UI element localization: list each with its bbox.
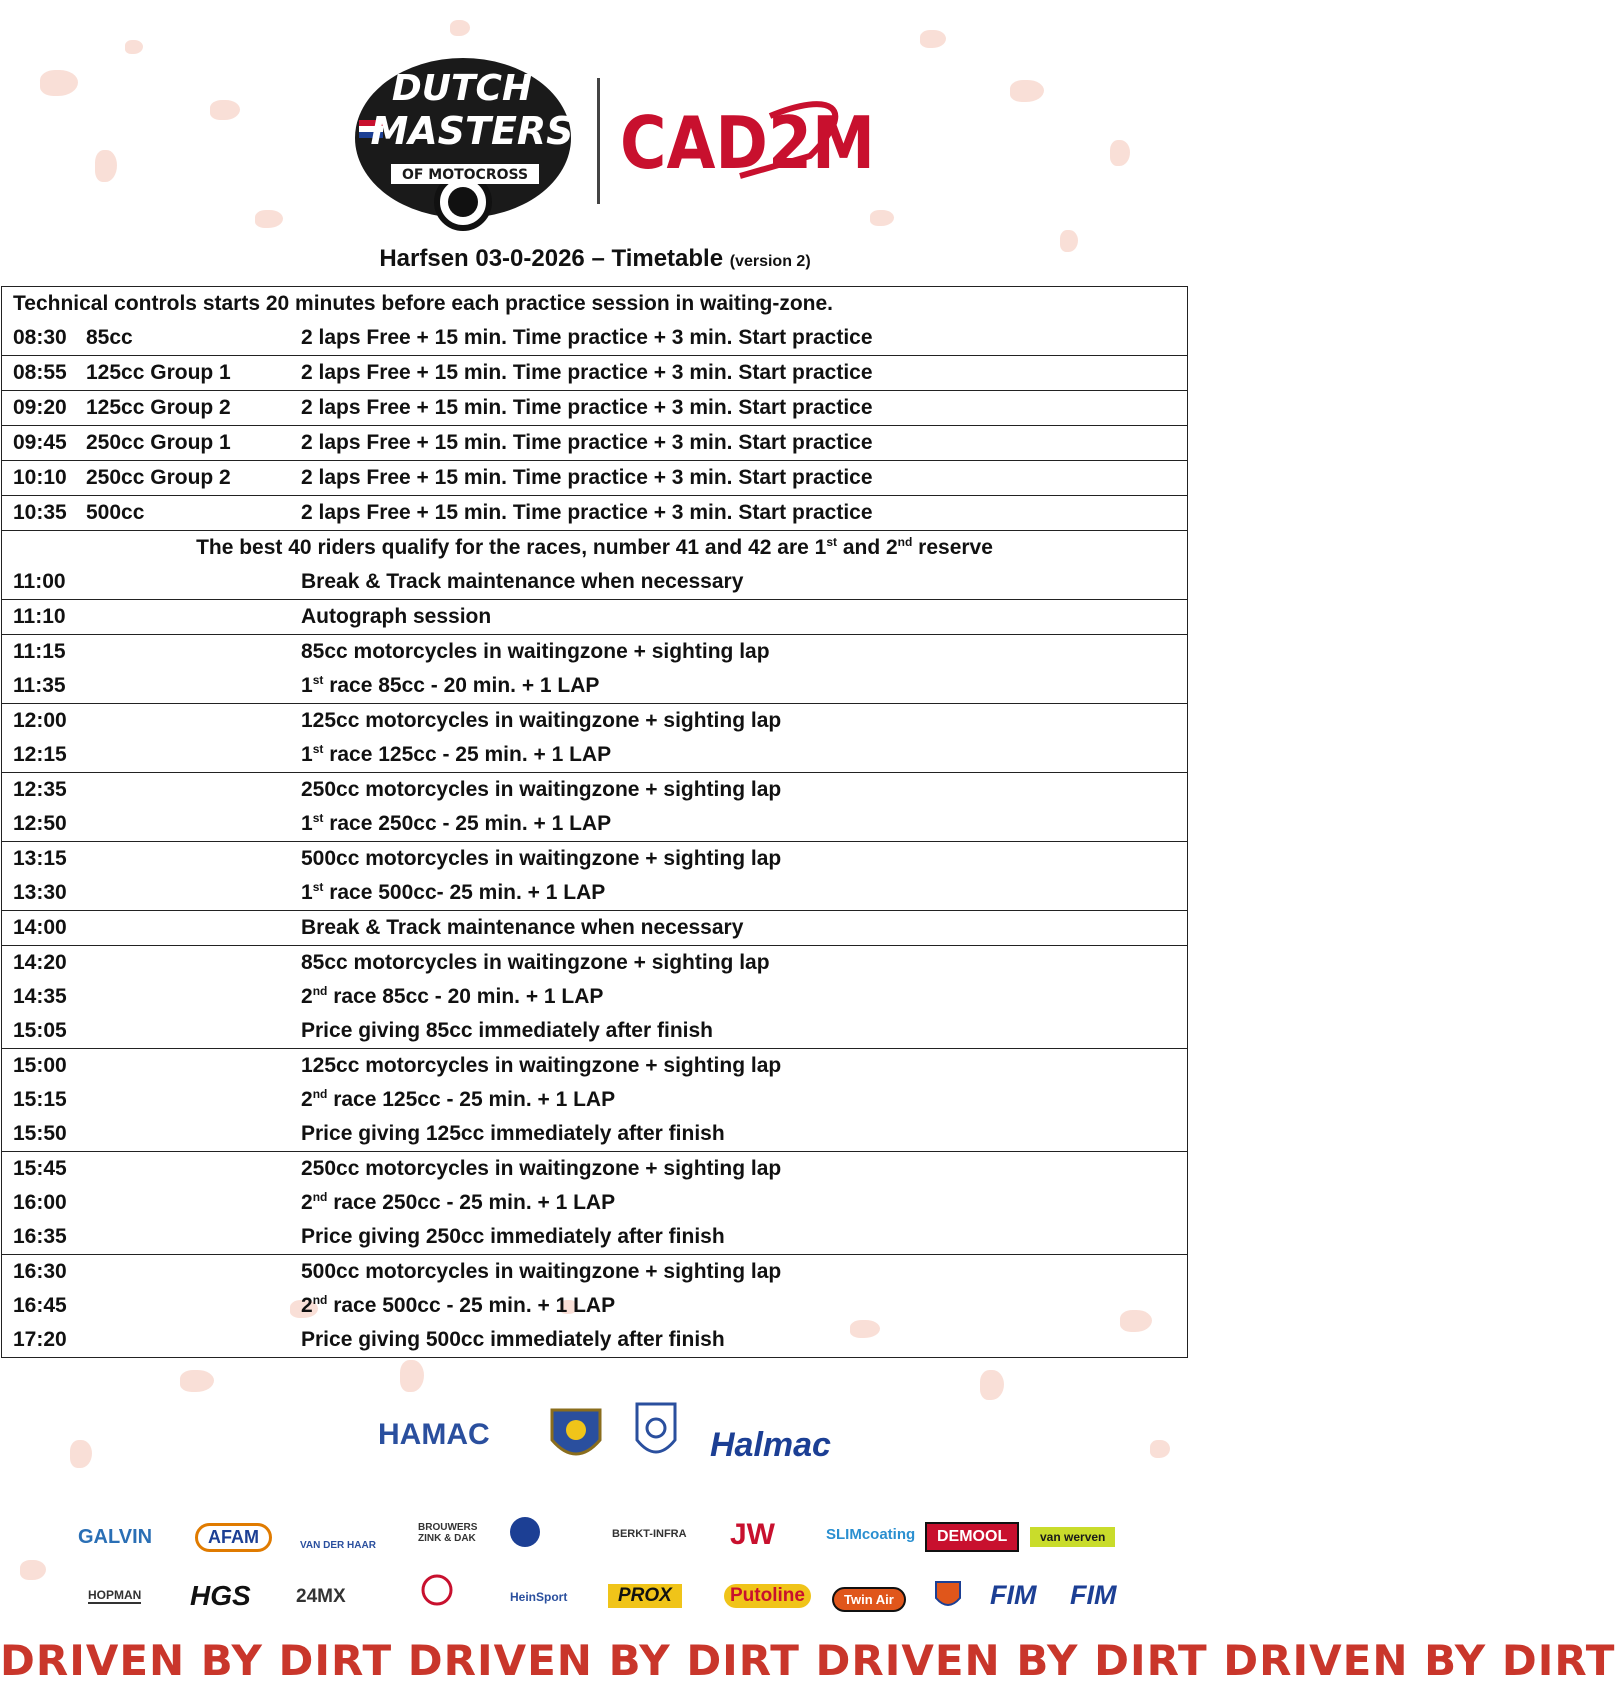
session-description: 2 laps Free + 15 min. Time practice + 3 min. Start practice [301,361,873,384]
row-content [2,391,1187,425]
row-content [2,356,1187,390]
schedule-description [301,1186,615,1220]
sponsor-vanderhaar: VAN DER HAAR [300,1540,376,1551]
race-ordinal-suffix: nd [312,1293,328,1307]
schedule-time: 16:30 [13,1260,67,1283]
schedule-description: Break & Track maintenance when necessary [301,916,744,939]
schedule-row [2,1117,1187,1151]
race-ordinal: 1 [301,812,313,835]
schedule-group [2,599,1187,634]
race-text: race 250cc - 25 min. + 1 LAP [323,812,612,835]
schedule-row [2,1186,1187,1220]
schedule-time: 15:05 [13,1019,67,1042]
session-description: 2 laps Free + 15 min. Time practice + 3 min. Start practice [301,501,873,524]
schedule-description [301,980,603,1014]
schedule-time: 14:20 [13,951,67,974]
schedule-row [2,1049,1187,1083]
row-content [2,461,1187,495]
intro-text: Technical controls starts 20 minutes before each practice session in waiting-zone. [13,292,834,315]
session-time: 08:55 [13,361,67,384]
schedule-group [2,910,1187,945]
schedule-group [2,1254,1187,1357]
logo-text-motocross: OF MOTOCROSS [401,167,529,183]
footer-slogan: DRIVEN BY DIRT DRIVEN BY DIRT DRIVEN BY DIRT DRIVEN BY DIRT [0,1636,1615,1685]
sponsor-twinair: Twin Air [832,1587,906,1612]
schedule-description: 125cc motorcycles in waitingzone + sighting lap [301,709,782,732]
schedule-row [2,842,1187,876]
session-time: 10:35 [13,501,67,524]
schedule-description: Autograph session [301,605,492,628]
schedule-description [301,738,611,772]
schedule-row [2,1083,1187,1117]
race-text: race 500cc- 25 min. + 1 LAP [323,881,606,904]
intro-row [2,287,1187,321]
race-ordinal: 2 [301,1088,313,1111]
session-class: 500cc [86,501,145,524]
race-ordinal-suffix: st [312,673,324,687]
race-ordinal: 2 [301,1294,313,1317]
schedule-row [2,773,1187,807]
dutch-masters-logo [345,52,580,232]
schedule-group [2,1151,1187,1254]
schedule-time: 12:15 [13,743,67,766]
session-time: 08:30 [13,326,67,349]
schedule-time: 12:35 [13,778,67,801]
practice-row [2,460,1187,495]
schedule-group [2,1048,1187,1151]
practice-row [2,390,1187,425]
knmv-shield-icon [934,1580,962,1612]
schedule-row [2,1152,1187,1186]
schedule-row [2,1289,1187,1323]
qualify-note: The best 40 riders qualify for the races, number 41 and 42 are 1st and 2nd reserve [196,535,993,559]
sponsor-emblem-icon [421,1574,453,1606]
sponsor-hamac: HAMAC [378,1418,490,1451]
race-text: race 85cc - 20 min. + 1 LAP [327,985,604,1008]
race-text: race 85cc - 20 min. + 1 LAP [323,674,600,697]
logo-text-dutch: DUTCH [391,68,533,109]
schedule-time: 15:50 [13,1122,67,1145]
page-title [0,245,1190,273]
race-ordinal-suffix: nd [312,1190,328,1204]
schedule-description: 250cc motorcycles in waitingzone + sighting lap [301,1157,782,1180]
schedule-row [2,1220,1187,1254]
schedule-description: Price giving 85cc immediately after finish [301,1019,713,1042]
schedule-row [2,946,1187,980]
practice-row [2,495,1187,530]
schedule-description: Break & Track maintenance when necessary [301,570,744,593]
schedule-group [2,841,1187,910]
schedule-time: 14:00 [13,916,67,939]
session-class: 125cc Group 1 [86,361,231,384]
title-version: (version 2) [729,253,811,270]
schedule-time: 16:00 [13,1191,67,1214]
sponsor-round-icon [508,1515,542,1549]
sponsor-fim-2: FIM [1070,1580,1117,1610]
schedule-row [2,600,1187,634]
schedule-time: 14:35 [13,985,67,1008]
schedule-group [2,703,1187,772]
schedule-time: 15:00 [13,1054,67,1077]
schedule-row [2,876,1187,910]
schedule-time: 15:15 [13,1088,67,1111]
schedule-description [301,807,611,841]
sponsor-24mx: 24MX [296,1586,346,1607]
sponsor-halmac: Halmac [710,1426,831,1464]
sponsor-galvin: GALVIN [78,1526,153,1548]
sponsor-fim-1: FIM [990,1580,1037,1610]
race-ordinal: 2 [301,1191,313,1214]
session-time: 10:10 [13,466,67,489]
sponsor-jw: JW [730,1518,775,1551]
session-time: 09:45 [13,431,67,454]
sponsor-vanwerven: van werven [1030,1527,1115,1547]
practice-row [2,321,1187,355]
session-description: 2 laps Free + 15 min. Time practice + 3 min. Start practice [301,396,873,419]
schedule-time: 17:20 [13,1328,67,1351]
schedule-group [2,634,1187,703]
race-ordinal: 2 [301,985,313,1008]
race-ordinal: 1 [301,743,313,766]
title-main: Harfsen 03-0-2026 – Timetable [379,245,724,272]
sponsor-hopman: HOPMAN [88,1588,142,1602]
session-description: 2 laps Free + 15 min. Time practice + 3 min. Start practice [301,431,873,454]
schedule-time: 13:30 [13,881,67,904]
schedule-time: 16:45 [13,1294,67,1317]
race-ordinal: 1 [301,881,313,904]
schedule-row [2,704,1187,738]
schedule-group [2,945,1187,1048]
schedule-description [301,1289,615,1323]
session-class: 125cc Group 2 [86,396,231,419]
schedule-time: 11:15 [13,640,66,663]
sponsor-heinsport: HeinSport [510,1590,568,1604]
schedule-row [2,980,1187,1014]
club-crest-icon [548,1402,604,1468]
race-text: race 125cc - 25 min. + 1 LAP [323,743,612,766]
logo-divider [597,78,600,204]
schedule-description [301,876,605,910]
schedule-description: 500cc motorcycles in waitingzone + sighting lap [301,847,782,870]
race-ordinal-suffix: st [312,811,324,825]
race-ordinal-suffix: nd [312,984,328,998]
schedule-group [2,772,1187,841]
race-ordinal-suffix: st [312,742,324,756]
schedule-row [2,669,1187,703]
sponsor-afam: AFAM [195,1523,272,1552]
schedule-description [301,669,599,703]
row-content [2,426,1187,460]
schedule-row [2,807,1187,841]
schedule-description [301,1083,615,1117]
schedule-time: 13:15 [13,847,67,870]
schedule-time: 16:35 [13,1225,67,1248]
schedule-row [2,1323,1187,1357]
session-time: 09:20 [13,396,67,419]
schedule-row [2,1255,1187,1289]
schedule-description: 85cc motorcycles in waitingzone + sighting lap [301,640,770,663]
schedule-description: Price giving 250cc immediately after finish [301,1225,725,1248]
race-ordinal-suffix: st [312,880,324,894]
schedule-row [2,738,1187,772]
schedule-description: 125cc motorcycles in waitingzone + sighting lap [301,1054,782,1077]
logo-text-masters: MASTERS [370,109,574,153]
sponsor-berkt: BERKT-INFRA [612,1528,687,1540]
session-class: 250cc Group 2 [86,466,231,489]
schedule-time: 12:00 [13,709,67,732]
session-description: 2 laps Free + 15 min. Time practice + 3 min. Start practice [301,326,873,349]
schedule-description: Price giving 125cc immediately after finish [301,1122,725,1145]
schedule-row [2,911,1187,945]
sponsor-prox: PROX [608,1584,682,1608]
session-class: 250cc Group 1 [86,431,231,454]
sponsor-putoline: Putoline [724,1584,811,1608]
practice-row [2,355,1187,390]
cad2m-logo [620,96,880,186]
sponsor-brouwers: BROUWERS ZINK & DAK [418,1522,478,1544]
timetable [1,286,1188,1358]
cad2m-text: CAD2M [620,101,875,185]
schedule-time: 15:45 [13,1157,67,1180]
race-text: race 500cc - 25 min. + 1 LAP [327,1294,616,1317]
race-ordinal: 1 [301,674,313,697]
row-content [2,321,1187,355]
sponsor-demool: DEMOOL [925,1522,1019,1552]
schedule-row [2,565,1187,599]
schedule-time: 12:50 [13,812,67,835]
schedule-description: Price giving 500cc immediately after finish [301,1328,725,1351]
session-description: 2 laps Free + 15 min. Time practice + 3 min. Start practice [301,466,873,489]
schedule-description: 500cc motorcycles in waitingzone + sighting lap [301,1260,782,1283]
qualify-note-row [2,530,1187,565]
race-ordinal-suffix: nd [312,1087,328,1101]
schedule-description: 85cc motorcycles in waitingzone + sighting lap [301,951,770,974]
sponsor-slimcoating: SLIMcoating [826,1526,916,1543]
municipality-crest-icon [633,1400,679,1466]
schedule-time: 11:35 [13,674,66,697]
schedule-time: 11:10 [13,605,66,628]
sponsor-hgs: HGS [190,1580,251,1611]
practice-row [2,425,1187,460]
row-content [2,496,1187,530]
schedule-row [2,635,1187,669]
schedule-time: 11:00 [13,570,66,593]
schedule-group [2,565,1187,599]
session-class: 85cc [86,326,133,349]
race-text: race 250cc - 25 min. + 1 LAP [327,1191,616,1214]
schedule-row [2,1014,1187,1048]
schedule-description: 250cc motorcycles in waitingzone + sighting lap [301,778,782,801]
race-text: race 125cc - 25 min. + 1 LAP [327,1088,616,1111]
